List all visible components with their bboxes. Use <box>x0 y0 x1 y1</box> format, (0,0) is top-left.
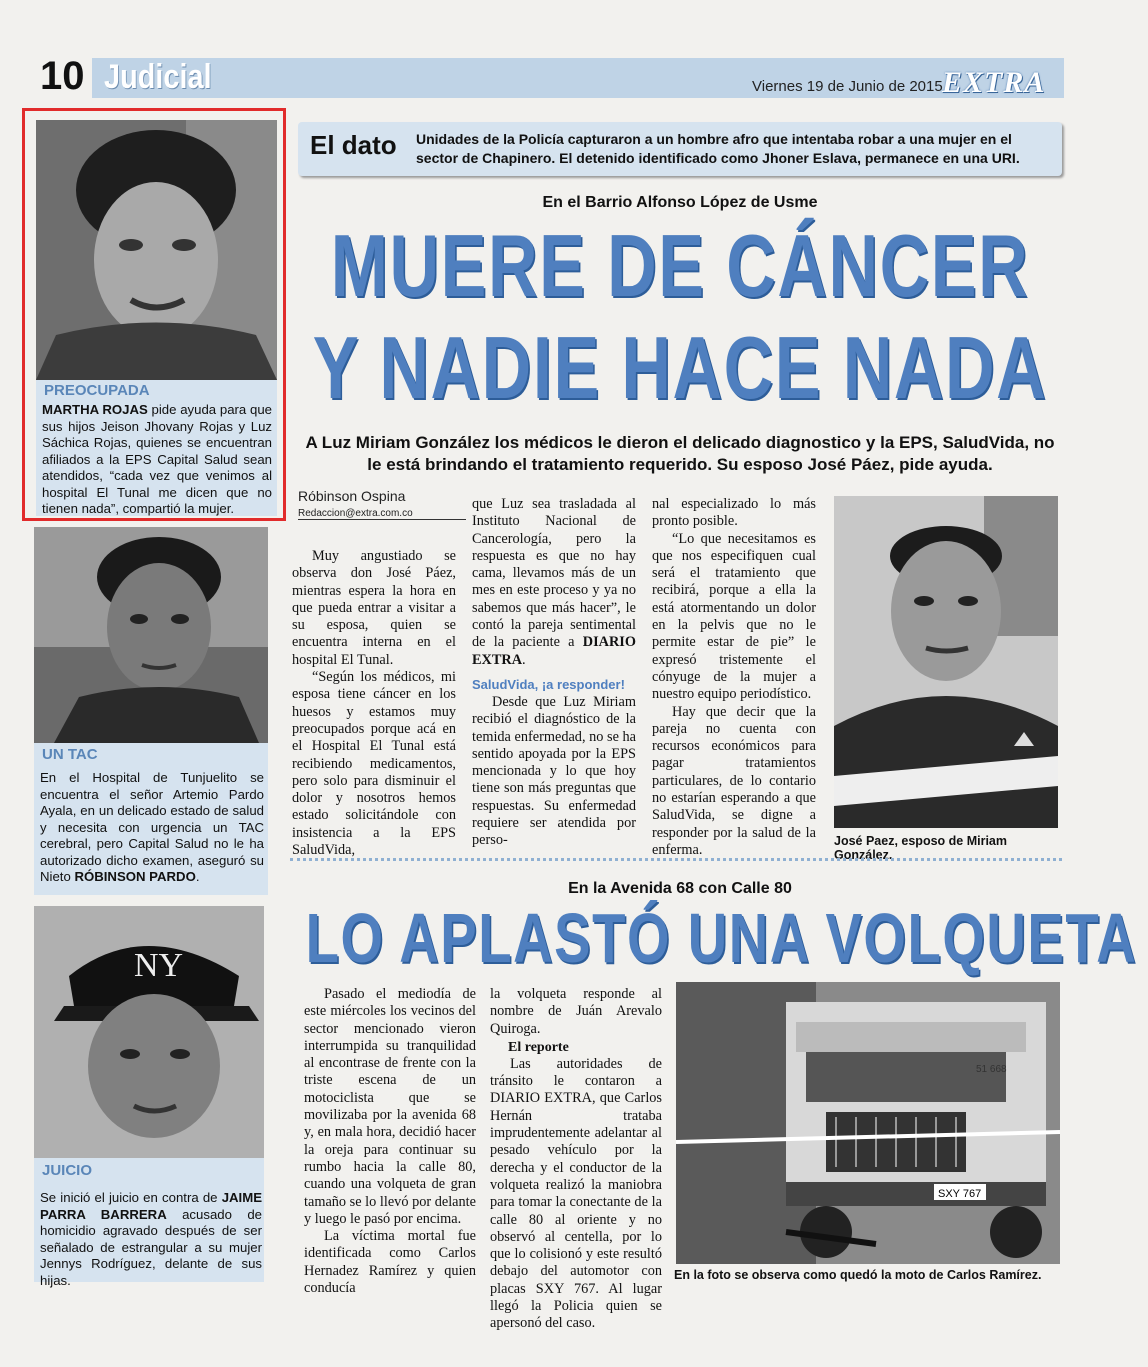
story2-column-1 <box>304 986 476 1297</box>
man-cap-portrait-photo <box>34 906 264 1158</box>
truck-number: 51 668 <box>976 1064 1007 1075</box>
caption-text-juicio <box>40 1190 262 1289</box>
man-cap-portrait-icon <box>34 906 264 1158</box>
highlight-frame <box>22 108 286 521</box>
text: . <box>522 651 526 668</box>
story2-kicker: En la Avenida 68 con Calle 80 <box>568 880 792 897</box>
paragraph <box>472 496 636 669</box>
caption-body: En el Hospital de Tunjuelito se encuentra el señor Artemio Pardo Ayala, en un delicado estado de salud y necesita con urgencia un TAC cerebral, pero Capital Salud no le ha autorizado dicho examen, aseguró su Nieto <box>40 770 264 884</box>
paragraph: Muy angustiado se observa don José Páez, mientras espera la hora en que pueda entrar a visitar a su esposa, quien se encuentra interna en el hospital El Tunal. <box>292 548 456 668</box>
young-man-portrait-photo <box>34 527 268 743</box>
story1-subhead: SaludVida, ¡a responder! <box>472 676 625 692</box>
caption-title-tac: UN TAC <box>42 746 98 763</box>
story-divider <box>290 858 1062 861</box>
text: que Luz sea trasladada al Instituto Nacional de Cancerología, pero la respuesta es que no hay cama, llevamos más de un mes en este proceso y ya no sabemos que más hacer”, le contó la pareja sentimental de la paciente a <box>472 496 636 651</box>
story1-email: Redaccion@extra.com.co <box>298 508 466 520</box>
caption-tail: acusado de homicidio agravado después de ser señalado de estrangular a su mujer Jennys Rodríguez, delante de sus hijas. <box>40 1206 262 1288</box>
paragraph: Pasado el mediodía de este miércoles los vecinos del sector mencionado vieron interrumpida su tranquilidad al encontrase de frente con la triste escena de un motociclista que se movilizaba por la avenida 68 y, en mala hora, decidió hacer la oreja para continuar su rumbo hacia la calle 80, cuando una volqueta de gran tamaño se lo llevó por delante y luego le pasó por encima. <box>304 986 476 1227</box>
newspaper-logo: EXTRA <box>942 66 1046 99</box>
young-man-portrait-icon <box>34 527 268 743</box>
dato-text: Unidades de la Policía capturaron a un hombre afro que intentaba robar a una mujer en el sector de Chapinero. El detenido identificado como Jhoner Eslava, permanece en una URI. <box>416 131 1020 166</box>
paragraph: Desde que Luz Miriam recibió el diagnóstico de la temida enfermedad, no se ha sentido apoyada por la EPS mencionada y lo que hoy tiene son más preguntas que respuestas. Su enfermedad requiere ser atendida por perso- <box>472 693 636 849</box>
paragraph: La víctima mortal fue identificada como Carlos Hernadez Ramírez y quien conducía <box>304 1228 476 1297</box>
paragraph: “Lo que necesitamos es que nos especifiquen cual será el tratamiento que recibirá, porque a ella la está atormentando un dolor en la pelvis que no le permite estar de pie” le expresó tristemente el cónyuge de la mujer a nuestro equipo periodístico. <box>652 530 816 703</box>
issue-date: Viernes 19 de Junio de 2015 <box>752 78 943 95</box>
dato-label: El dato <box>310 130 397 160</box>
story2-column-2 <box>490 986 662 1333</box>
caption-tail-name: RÓBINSON PARDO <box>74 869 196 884</box>
jose-paez-caption: José Paez, esposo de Miriam González. <box>834 834 1007 862</box>
story2-subhead: El reporte <box>508 1039 569 1055</box>
story1-headline-line2: Y NADIE HACE NADA <box>312 318 1048 417</box>
truck-plate: SXY 767 <box>938 1188 982 1200</box>
caption-lead-name: MARTHA ROJAS <box>42 402 148 417</box>
page-number: 10 <box>40 54 85 98</box>
story1-column-3 <box>652 496 816 859</box>
caption-end: . <box>195 869 200 884</box>
story1-headline-line1: MUERE DE CÁNCER <box>330 216 1030 315</box>
story1-lead: A Luz Miriam González los médicos le dieron el delicado diagnostico y la EPS, SaludVida, no le está brindando el tratamiento requerido. Su esposo José Páez, pide ayuda. <box>305 433 1055 474</box>
section-title: Judicial <box>104 58 212 96</box>
jose-paez-photo <box>834 496 1058 828</box>
svg-text:NY: NY <box>134 947 184 984</box>
story1-author: Róbinson Ospina <box>298 488 406 504</box>
story1-column-2 <box>472 496 636 850</box>
truck-photo-caption: En la foto se observa como quedó la moto de Carlos Ramírez. <box>674 1268 1042 1282</box>
caption-title-preocupada: PREOCUPADA <box>44 382 150 399</box>
paragraph: Hay que decir que la pareja no cuenta con recursos económicos para pagar tratamientos particulares, de lo contario no estarían esperando a que SaludVida, se digne a responder por la salud de la enferma. <box>652 703 816 858</box>
story2-headline: LO APLASTÓ UNA VOLQUETA <box>305 899 1138 977</box>
dump-truck-icon <box>676 982 1060 1264</box>
man-portrait-icon <box>834 496 1058 828</box>
caption-bold-name: JAIME PARRA BARRERA <box>40 1190 262 1222</box>
paragraph: “Según los médicos, mi esposa tiene cáncer en los huesos y estamos muy preocupados porque acá en el Hospital El Tunal está recibiendo medicamentos, pero solo para disminuir el dolor y nosotros hemos estado solicitándole con insistencia a la EPS SaludVida, <box>292 669 456 859</box>
bold-text: DIARIO EXTRA <box>472 634 636 668</box>
paragraph: la volqueta responde al nombre de Juán Arevalo Quiroga. <box>490 986 662 1037</box>
story1-kicker: En el Barrio Alfonso López de Usme <box>542 194 818 211</box>
paragraph: Las autoridades de tránsito le contaron a DIARIO EXTRA, que Carlos Hernán trataba imprudentemente adelantar al pesado vehículo por la derecha y el conductor de la volqueta realizó la maniobra para tomar la conectante de la calle 80 al oriente y no observó al centella, por lo que lo colisionó y este resultó debajo del automotor con placas SXY 767. Al lugar llegó la Policia quien se apersonó del caso. <box>490 1055 662 1332</box>
truck-accident-photo <box>676 982 1060 1264</box>
caption-body: pide ayuda para que sus hijos Jeison Jhovany Rojas y Luz Sáchica Rojas, quienes se encuentran afiliados a la EPS Capital Salud sean atendidos, “cada vez que venimos al hospital El Tunal me dicen que no tienen nada”, compartió la mujer. <box>42 402 272 516</box>
caption-text-tac <box>40 770 264 886</box>
story1-column-1 <box>292 548 456 859</box>
caption-title-juicio: JUICIO <box>42 1162 93 1179</box>
paragraph: nal especializado lo más pronto posible. <box>652 496 816 530</box>
caption-body: Se inició el juicio en contra de <box>40 1190 222 1205</box>
